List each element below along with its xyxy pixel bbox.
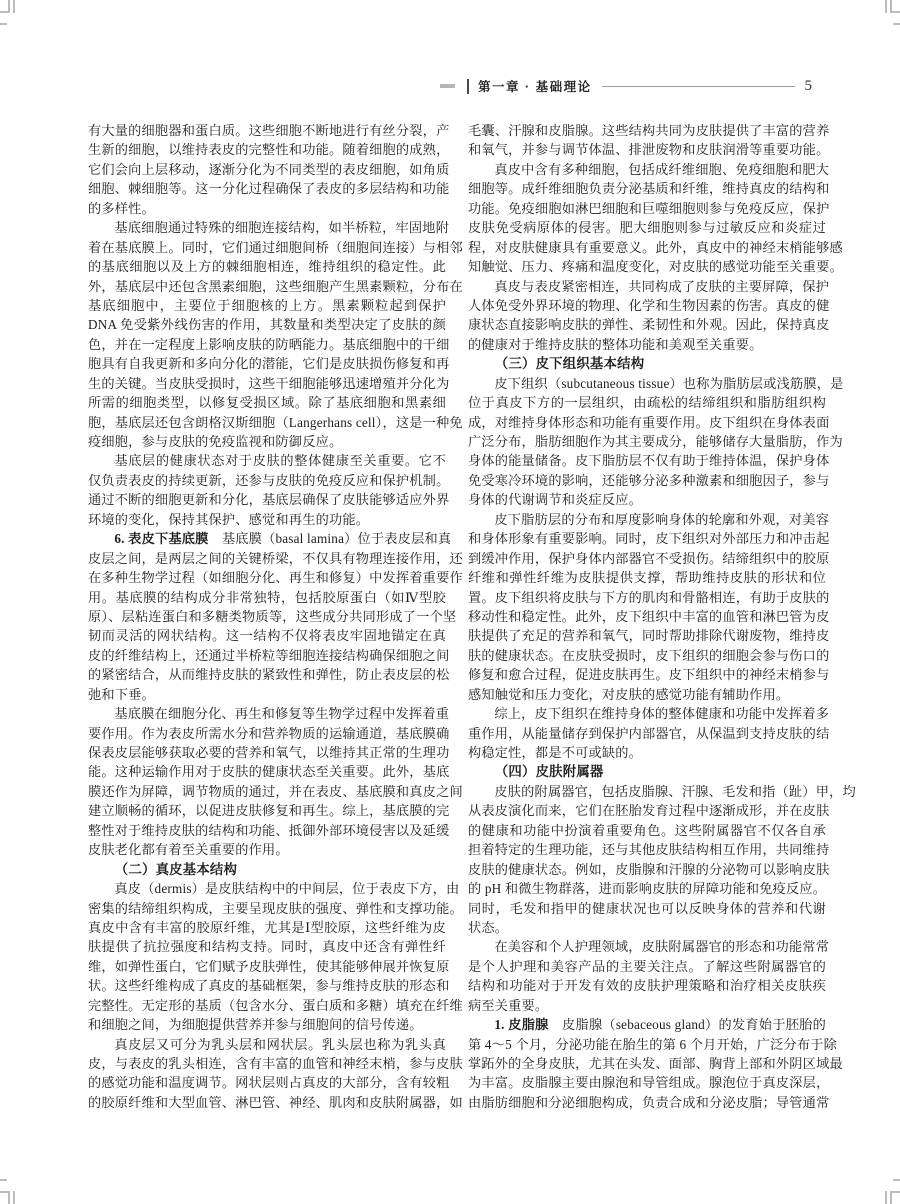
text-line: 的多样性。 — [88, 200, 155, 216]
text-line: 弛和下垂。 — [88, 686, 155, 702]
text-line: 皮下脂肪层的分布和厚度影响身体的轮廓和外观，对美容 — [494, 511, 830, 527]
text-line: 细胞、棘细胞等。这一分化过程确保了表皮的多层结构和功能 — [88, 181, 450, 197]
text-line: 到缓冲作用，保护身体内部器官不受损伤。结缔组织中的胶原 — [468, 550, 830, 566]
text-line: 在美容和个人护理领域，皮肤附属器官的形态和功能常常 — [494, 939, 830, 955]
text-line: 皮肤老化都有着至关重要的作用。 — [88, 842, 289, 858]
text-line: 整性对于维持皮肤的结构和功能、抵御外部环境侵害以及延缓 — [88, 822, 450, 838]
text-line: 感知触觉和压力变化，对皮肤的感觉功能有辅助作用。 — [468, 686, 790, 702]
crop-mark — [893, 23, 900, 25]
text-line: 用。基底膜的结构成分非常独特，包括胶原蛋白（如Ⅳ型胶 — [88, 589, 446, 605]
chapter-title: 第一章 · 基础理论 — [478, 80, 592, 94]
text-line: 的紧密结合，从而维持皮肤的紧致性和弹性，防止表皮层的松 — [88, 667, 450, 683]
text-line: 真皮与表皮紧密相连，共同构成了皮肤的主要屏障，保护 — [494, 278, 830, 294]
text-line: 的 pH 和微生物群落，进而影响皮肤的屏障功能和免疫反应。 — [468, 881, 827, 897]
text-line: 1. 皮脂腺 皮脂腺（sebaceous gland）的发育始于胚胎的 — [494, 1017, 826, 1033]
header-rule — [602, 86, 795, 87]
text-line: 人体免受外界环境的物理、化学和生物因素的伤害。真皮的健 — [468, 297, 830, 313]
crop-mark — [893, 1179, 900, 1181]
text-line: 能。这种运输作用对于皮肤的健康状态至关重要。此外，基底 — [88, 764, 450, 780]
text-line: 真皮中含有多种细胞，包括成纤维细胞、免疫细胞和肥大 — [494, 161, 830, 177]
text-line: 重作用，从能量储存到保护内部器官，从保温到支持皮肤的结 — [468, 725, 830, 741]
subsection-heading: （三）皮下组织基本结构 — [494, 356, 645, 372]
text-line: 和身体形象有重要影响。同时，皮下组织对外部压力和冲击起 — [468, 531, 830, 547]
text-line: 位于真皮下方的一层组织，由疏松的结缔组织和脂肪组织构 — [468, 395, 826, 411]
text-line: 担着特定的生理功能，还与其他皮肤结构相互作用，共同维持 — [468, 842, 830, 858]
text-line: 状态。 — [468, 919, 509, 935]
text-line: 的健康和功能中扮演着重要角色。这些附属器官不仅各自承 — [468, 822, 826, 838]
text-line: 置。皮下组织将皮肤与下方的肌肉和骨骼相连，有助于皮肤的 — [468, 589, 830, 605]
text-line: 环境的变化，保持其保护、感觉和再生的功能。 — [88, 511, 370, 527]
text-line: 移动性和稳定性。此外，皮下组织中丰富的血管和淋巴管为皮 — [468, 608, 830, 624]
text-line: 皮，与表皮的乳头相连，含有丰富的血管和神经末梢，参与皮肤 — [88, 1056, 463, 1071]
text-line: 肤提供了充足的营养和氧气，同时帮助排除代谢废物，维持皮 — [468, 628, 830, 644]
text-line: 广泛分布，脂肪细胞作为其主要成分，能够储存大量脂肪，作为 — [468, 434, 843, 449]
text-line: 结构和功能对于开发有效的皮肤护理策略和治疗相关皮肤疾 — [468, 978, 826, 994]
text-line: 要作用。作为表皮所需水分和营养物质的运输通道，基底膜确 — [88, 725, 450, 741]
text-line: 生的关键。当皮肤受损时，这些干细胞能够迅速增殖并分化为 — [88, 375, 450, 391]
crop-mark — [890, 1191, 892, 1204]
text-line: 掌跖外的全身皮肤，尤其在头发、面部、胸背上部和外阴区域最 — [468, 1056, 843, 1071]
text-line: 是个人护理和美容产品的主要关注点。了解这些附属器官的 — [468, 958, 826, 974]
text-line: 和细胞之间，为细胞提供营养并参与细胞间的信号传递。 — [88, 1017, 423, 1033]
text-line: 病至关重要。 — [468, 997, 549, 1013]
text-line: 6. 表皮下基底膜 基底膜（basal lamina）位于表皮层和真 — [114, 531, 452, 547]
text-line: 在多种生物学过程（如细胞分化、再生和修复）中发挥着重要作 — [88, 570, 463, 586]
text-line: 保表皮层能够获取必要的营养和氧气，以维持其正常的生理功 — [88, 745, 450, 760]
text-line: 毛囊、汗腺和皮脂腺。这些结构共同为皮肤提供了丰富的营养 — [468, 123, 830, 138]
text-line: 肤的健康状态。在皮肤受损时，皮下组织的细胞会参与伤口的 — [468, 647, 830, 663]
left-column — [88, 121, 463, 1112]
text-line: 的健康对于维持皮肤的整体功能和美观至关重要。 — [468, 336, 763, 352]
text-line: 为丰富。皮脂腺主要由腺泡和导管组成。腺泡位于真皮深层， — [468, 1075, 830, 1091]
text-line: 由脂肪细胞和分泌细胞构成，负责合成和分泌皮脂；导管通常 — [468, 1094, 830, 1110]
run-in-heading: 6. 表皮下基底膜 — [114, 531, 209, 547]
text-line: 生新的细胞，以维持表皮的完整性和功能。随着细胞的成熟， — [88, 142, 450, 158]
text-line: 综上，皮下组织在维持身体的整体健康和功能中发挥着多 — [494, 706, 830, 722]
text-line: 真皮（dermis）是皮肤结构中的中间层，位于表皮下方，由 — [114, 881, 460, 897]
text-line: 基底层的健康状态对于皮肤的整体健康至关重要。它不 — [114, 453, 446, 469]
text-line: 的感觉功能和温度调节。网状层则占真皮的大部分，含有较粗 — [88, 1075, 450, 1091]
text-line: 通过不断的细胞更新和分化，基底层确保了皮肤能够适应外界 — [88, 492, 450, 508]
text-line: 基底膜在细胞分化、再生和修复等生物学过程中发挥着重 — [114, 706, 450, 722]
crop-mark — [0, 1179, 7, 1181]
text-line: 成，对维持身体形态和功能有重要作用。皮下组织在身体表面 — [468, 414, 830, 430]
header-dash — [440, 84, 455, 88]
text-line: 从表皮演化而来，它们在胚胎发育过程中逐渐成形，并在皮肤 — [468, 803, 830, 819]
crop-mark — [890, 0, 892, 13]
text-line: 皮肤的附属器官，包括皮脂腺、汗腺、毛发和指（趾）甲，均 — [494, 783, 856, 799]
text-line: 膜还作为屏障，调节物质的通过，并在表皮、基底膜和真皮之间 — [88, 783, 463, 799]
text-line: 的基底细胞以及上方的棘细胞相连，维持组织的稳定性。此 — [88, 259, 446, 275]
text-line: 皮下组织（subcutaneous tissue）也称为脂肪层或浅筋膜，是 — [494, 375, 844, 391]
right-column — [468, 121, 856, 1112]
text-line: 修复和愈合过程，促进皮肤再生。皮下组织中的神经末梢参与 — [468, 667, 830, 683]
crop-mark — [8, 1191, 10, 1204]
text-line: 皮肤的健康状态。例如，皮脂腺和汗腺的分泌物可以影响皮肤 — [468, 861, 830, 877]
text-line: 疫细胞，参与皮肤的免疫监视和防御反应。 — [88, 434, 343, 449]
text-line: 状。这些纤维构成了真皮的基础框架，参与维持皮肤的形态和 — [88, 978, 450, 994]
text-line: 维，如弹性蛋白，它们赋予皮肤弹性，使其能够伸展并恢复原 — [88, 958, 450, 974]
text-line: 胞，基底层还包含朗格汉斯细胞（Langerhans cell），这是一种免 — [88, 414, 463, 430]
text-line: 仅负责表皮的持续更新，还参与皮肤的免疫反应和保护机制。 — [88, 472, 450, 488]
text-line: 真皮中含有丰富的胶原纤维，尤其是Ⅰ型胶原，这些纤维为皮 — [88, 919, 446, 935]
text-line: 构稳定性，都是不可或缺的。 — [468, 745, 643, 760]
text-line: 外，基底层中还包含黑素细胞，这些细胞产生黑素颗粒，分布在 — [88, 278, 463, 294]
text-line: 皮层之间，是两层之间的关键桥梁，不仅具有物理连接作用，还 — [88, 550, 463, 566]
crop-mark — [13, 0, 15, 13]
text-line: 基底细胞通过特殊的细胞连接结构，如半桥粒，牢固地附 — [114, 220, 450, 236]
text-line: 知触觉、压力、疼痛和温度变化，对皮肤的感觉功能至关重要。 — [468, 259, 843, 275]
text-line: 建立顺畅的循环，以促进皮肤修复和再生。综上，基底膜的完 — [88, 803, 450, 819]
text-line: 功能。免疫细胞如淋巴细胞和巨噬细胞则参与免疫反应，保护 — [468, 200, 830, 216]
text-line: 程，对皮肤健康具有重要意义。此外，真皮中的神经末梢能够感 — [468, 239, 843, 255]
text-line: 着在基底膜上。同时，它们通过细胞间桥（细胞间连接）与相邻 — [88, 239, 463, 255]
text-line: 所需的细胞类型，以修复受损区域。除了基底细胞和黑素细 — [88, 395, 446, 411]
page-header — [440, 76, 812, 96]
subsection-heading: （二）真皮基本结构 — [114, 861, 238, 877]
crop-mark — [8, 0, 10, 13]
text-line: 第 4～5 个月，分泌功能在胎生的第 6 个月开始，广泛分布于除 — [468, 1036, 838, 1052]
text-line: 基底细胞中，主要位于细胞核的上方。黑素颗粒起到保护 — [88, 297, 446, 313]
crop-mark — [885, 0, 887, 13]
text-line: 真皮层又可分为乳头层和网状层。乳头层也称为乳头真 — [114, 1036, 446, 1052]
text-line: 有大量的细胞器和蛋白质。这些细胞不断地进行有丝分裂，产 — [88, 123, 450, 138]
crop-mark — [13, 1191, 15, 1204]
text-line: 身体的能量储备。皮下脂肪层不仅有助于维持体温，保护身体 — [468, 453, 830, 469]
text-line: 完整性。无定形的基质（包含水分、蛋白质和多糖）填充在纤维 — [88, 997, 463, 1013]
text-line: 胞具有自我更新和多向分化的潜能，它们是皮肤损伤修复和再 — [88, 356, 450, 372]
header-divider — [467, 79, 469, 94]
page-number: 5 — [804, 77, 812, 94]
text-line: 韧而灵活的网状结构。这一结构不仅将表皮牢固地锚定在真 — [88, 628, 446, 644]
text-line: DNA 免受紫外线伤害的作用，其数量和类型决定了皮肤的颜 — [88, 317, 446, 333]
text-line: 康状态直接影响皮肤的弹性、柔韧性和外观。因此，保持真皮 — [468, 317, 830, 333]
text-line: 和氧气，并参与调节体温、排泄废物和皮肤润滑等重要功能。 — [468, 142, 830, 158]
run-in-heading: 1. 皮脂腺 — [494, 1017, 549, 1033]
text-line: 身体的代谢调节和炎症反应。 — [468, 492, 643, 508]
text-line: 原）、层粘连蛋白和多糖类物质等，这些成分共同形成了一个坚 — [88, 608, 457, 624]
text-line: 皮的纤维结构上，还通过半桥粒等细胞连接结构确保细胞之间 — [88, 647, 450, 663]
text-line: 皮肤免受病原体的侵害。肥大细胞则参与过敏反应和炎症过 — [468, 220, 826, 236]
text-line: 密集的结缔组织构成，主要呈现皮肤的强度、弹性和支撑功能。 — [88, 900, 463, 916]
text-line: 同时，毛发和指甲的健康状况也可以反映身体的营养和代谢 — [468, 900, 826, 916]
text-line: 的胶原纤维和大型血管、淋巴管、神经、肌肉和皮肤附属器，如 — [88, 1094, 463, 1110]
text-line: 肤提供了抗拉强度和结构支持。同时，真皮中还含有弹性纤 — [88, 939, 446, 955]
crop-mark — [0, 23, 7, 25]
text-line: 它们会向上层移动，逐渐分化为不同类型的表皮细胞，如角质 — [88, 161, 450, 177]
subsection-heading: （四）皮肤附属器 — [494, 764, 604, 780]
text-line: 细胞等。成纤维细胞负责分泌基质和纤维，维持真皮的结构和 — [468, 181, 830, 197]
crop-mark — [885, 1191, 887, 1204]
text-line: 免受寒冷环境的影响，还能够分泌多种激素和细胞因子，参与 — [468, 472, 830, 488]
text-line: 色，并在一定程度上影响皮肤的防晒能力。基底细胞中的干细 — [88, 336, 450, 352]
text-line: 纤维和弹性纤维为皮肤提供支撑，帮助维持皮肤的形状和位 — [468, 570, 826, 586]
